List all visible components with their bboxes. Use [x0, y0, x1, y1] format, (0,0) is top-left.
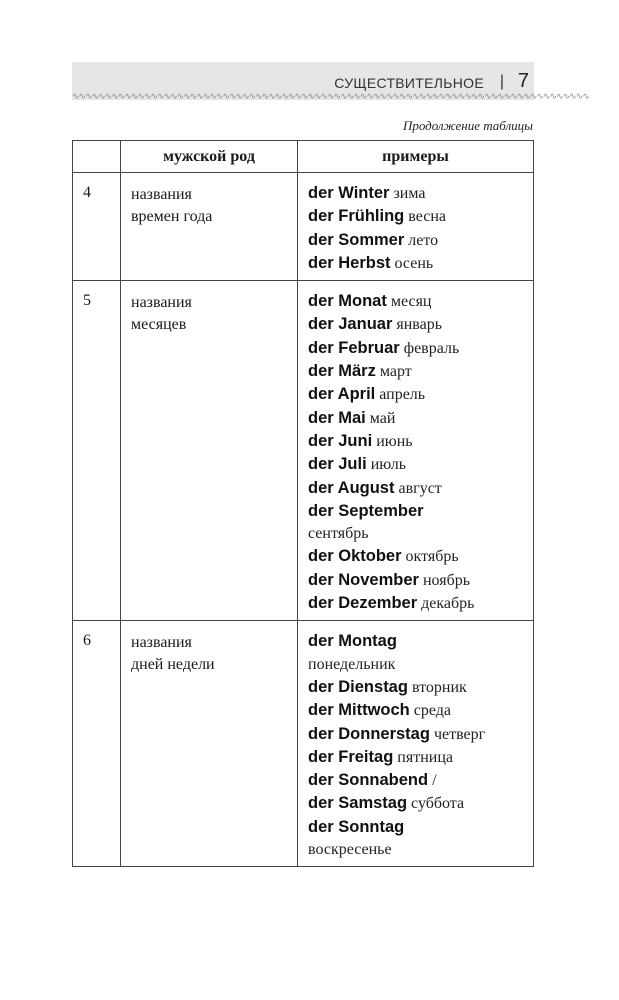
example-entry	[308, 182, 529, 205]
examples-cell	[298, 621, 534, 867]
example-entry	[308, 383, 529, 406]
german-word: der Sonnabend	[308, 771, 429, 790]
examples-cell	[298, 173, 534, 281]
russian-translation: лето	[408, 231, 439, 249]
german-word: der Mittwoch	[308, 701, 410, 720]
russian-translation: осень	[394, 254, 434, 272]
example-entry	[308, 699, 529, 722]
german-word: der Oktober	[308, 547, 402, 566]
example-entry	[308, 839, 529, 861]
category-cell	[121, 621, 298, 867]
german-word: der Winter	[308, 184, 390, 202]
page-number: 7	[517, 70, 529, 92]
row-number: 5	[73, 281, 121, 621]
russian-translation: понедельник	[308, 655, 396, 673]
example-entry	[308, 229, 529, 252]
example-entry	[308, 313, 529, 336]
example-entry	[308, 252, 529, 275]
example-entry	[308, 205, 529, 228]
example-entry	[308, 746, 529, 769]
russian-translation: воскресенье	[308, 841, 392, 859]
examples-cell	[298, 281, 534, 621]
example-entry	[308, 360, 529, 383]
example-entry	[308, 769, 529, 792]
german-word: der März	[308, 362, 376, 381]
russian-translation: сентябрь	[308, 525, 369, 543]
russian-translation: февраль	[403, 339, 460, 357]
russian-translation: октябрь	[405, 548, 459, 566]
category-line: названия	[131, 634, 192, 652]
example-entry	[308, 500, 529, 523]
german-word: der Juni	[308, 431, 373, 450]
russian-translation: /	[432, 772, 437, 790]
category-line: дней недели	[131, 656, 215, 674]
german-word: der Monat	[308, 292, 387, 311]
german-word: der April	[308, 385, 376, 404]
example-entry	[308, 523, 529, 545]
german-word: der Freitag	[308, 747, 394, 766]
example-entry	[308, 592, 529, 615]
german-word: der Mai	[308, 408, 366, 427]
example-entry	[308, 816, 529, 839]
german-word: der November	[308, 570, 419, 589]
russian-translation: май	[369, 409, 396, 427]
table-caption: Продолжение таблицы	[402, 118, 533, 133]
noun-gender-table	[72, 140, 534, 867]
row-number: 6	[73, 621, 121, 867]
russian-translation: четверг	[433, 725, 486, 743]
russian-translation: август	[398, 479, 442, 497]
category-line: названия	[131, 186, 192, 203]
russian-translation: июнь	[376, 432, 413, 450]
german-word: der Februar	[308, 338, 400, 357]
category-line: времен года	[131, 208, 213, 225]
column-header-examples: примеры	[298, 141, 534, 173]
example-entry	[308, 630, 529, 653]
russian-translation: апрель	[379, 386, 426, 404]
german-word: der August	[308, 478, 395, 497]
russian-translation: весна	[408, 208, 446, 226]
russian-translation: март	[379, 363, 412, 381]
russian-translation: вторник	[411, 678, 467, 696]
russian-translation: июль	[370, 456, 407, 474]
decorative-wave-border: ∿∿∿∿∿∿∿∿∿∿∿∿∿∿∿∿∿∿∿∿∿∿∿∿∿∿∿∿∿∿∿∿∿∿∿∿∿∿∿∿∿∿∿∿∿∿∿∿∿∿∿∿∿∿∿∿∿∿∿∿∿∿∿∿∿∿∿∿∿∿∿∿∿∿∿∿∿∿∿	[72, 92, 589, 102]
russian-translation: пятница	[397, 748, 453, 766]
german-word: der Montag	[308, 632, 397, 651]
russian-translation: зима	[393, 185, 426, 202]
example-entry	[308, 792, 529, 815]
column-header-masculine: мужской род	[121, 141, 298, 173]
example-entry	[308, 477, 529, 500]
example-entry	[308, 723, 529, 746]
category-cell	[121, 173, 298, 281]
category-line: месяцев	[131, 316, 187, 334]
table-row	[73, 281, 534, 621]
table-header-row	[73, 141, 534, 173]
russian-translation: месяц	[390, 293, 432, 311]
german-word: der September	[308, 501, 424, 520]
german-word: der Sonntag	[308, 817, 405, 836]
header-separator: |	[499, 73, 504, 90]
example-entry	[308, 290, 529, 313]
german-word: der Herbst	[308, 253, 391, 272]
german-word: der Sommer	[308, 230, 405, 249]
russian-translation: январь	[396, 316, 443, 334]
russian-translation: суббота	[411, 795, 465, 813]
example-entry	[308, 569, 529, 592]
category-line: названия	[131, 294, 192, 312]
example-entry	[308, 676, 529, 699]
table-row	[73, 621, 534, 867]
german-word: der Frühling	[308, 207, 405, 226]
example-entry	[308, 654, 529, 676]
german-word: der Donnerstag	[308, 724, 430, 743]
example-entry	[308, 407, 529, 430]
category-cell	[121, 281, 298, 621]
russian-translation: декабрь	[421, 595, 475, 613]
section-title: СУЩЕСТВИТЕЛЬНОЕ	[334, 75, 484, 91]
example-entry	[308, 545, 529, 568]
row-number: 4	[73, 173, 121, 281]
table-row	[73, 173, 534, 281]
example-entry	[308, 337, 529, 360]
german-word: der Januar	[308, 315, 393, 334]
german-word: der Dezember	[308, 594, 418, 613]
german-word: der Dienstag	[308, 677, 408, 696]
column-header-number	[73, 141, 121, 173]
german-word: der Juli	[308, 455, 367, 474]
example-entry	[308, 430, 529, 453]
russian-translation: ноябрь	[422, 571, 471, 589]
example-entry	[308, 453, 529, 476]
german-word: der Samstag	[308, 794, 408, 813]
russian-translation: среда	[413, 702, 451, 720]
